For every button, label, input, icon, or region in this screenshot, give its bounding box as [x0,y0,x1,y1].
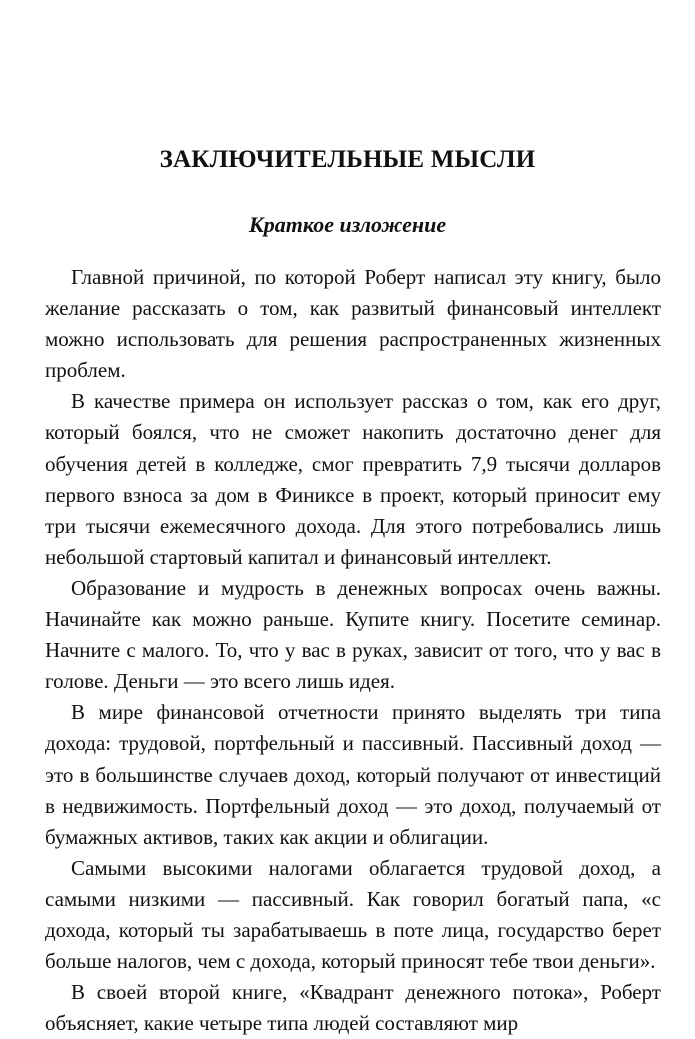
paragraph-summary-intro: Главной причиной, по которой Роберт написал эту книгу, было желание рассказать о том, как развитый финансовый интеллект можно использовать для решения распространенных жизненных проблем. [45,265,661,383]
chapter-title: ЗАКЛЮЧИТЕЛЬНЫЕ МЫСЛИ [159,146,536,173]
paragraph-example-phoenix: В качестве примера он использует рассказ о том, как его друг, который боялся, что не сможет накопить достаточно денег для обучения детей в колледже, смог превратить 7,9 тысячи долларов первого взноса за дом в Финиксе в проект, который приносит ему три тысячи ежемесячного дохода. Для этого потребовались лишь небольшой стартовый капитал и финансовый интеллект. [45,389,661,569]
paragraph-taxes: Самыми высокими налогами облагается трудовой доход, а самыми низкими — пассивный. Как говорил богатый папа, «с дохода, который ты зарабатываешь в поте лица, государство берет больше налогов, чем с дохода, который приносят тебе твои деньги». [45,855,661,974]
paragraph-education: Образование и мудрость в денежных вопросах очень важны. Начинайте как можно раньше. Купите книгу. Посетите семинар. Начните с малого. То, что у вас в руках, зависит от того, что у вас в голове. Деньги — это всего лишь идея. [45,575,661,694]
paragraph-income-types: В мире финансовой отчетности принято выделять три типа дохода: трудовой, портфельный и пассивный. Пассивный доход — это в большинстве случаев доход, который получают от инвестиций в недвижимость. Портфельный доход — это доход, получаемый от бумажных активов, таких как акции и облигации. [45,700,661,849]
paragraph-cashflow-quadrant: В своей второй книге, «Квадрант денежного потока», Роберт объясняет, какие четыре типа людей составляют мир [45,980,661,1036]
body-text [45,262,661,1039]
section-title: Краткое изложение [248,212,447,237]
